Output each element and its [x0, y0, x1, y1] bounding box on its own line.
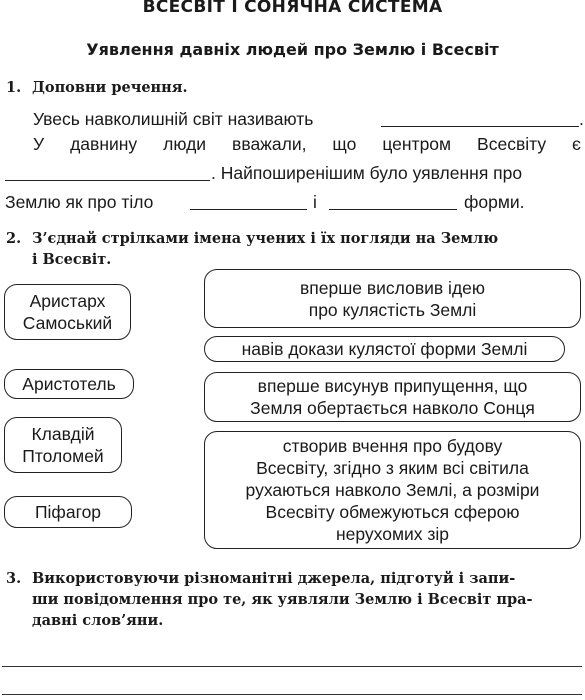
task1-sentence-4a: Землю як про тіло [5, 192, 154, 212]
task1-sentence-1-end: . [579, 109, 584, 129]
section-title: ВСЕСВІТ І СОНЯЧНА СИСТЕМА [142, 0, 443, 17]
task2-heading [6, 228, 582, 270]
task1-number: 1. [6, 79, 22, 96]
task3-number: 3. [6, 570, 22, 587]
view-line: про кулястість Землі [308, 299, 477, 320]
task2-heading-line2: і Всесвіт. [32, 251, 112, 268]
task1-heading-text: Доповни речення. [32, 79, 188, 96]
scientist-name-line: Аристарх [29, 291, 106, 311]
view-sphericity-idea-box[interactable] [204, 269, 581, 328]
task3-line2: ши повідомлення про те, як уявляли Землю і Всесвіт пра- [32, 591, 533, 608]
view-line: нерухомих зір [335, 524, 450, 544]
view-line: створив вчення про будову [282, 436, 503, 456]
task1-blank-2[interactable] [5, 180, 210, 181]
scientist-aristarchus-box[interactable] [4, 284, 131, 340]
scientist-aristotle-box[interactable] [4, 369, 134, 399]
task2-number: 2. [6, 230, 22, 247]
task1-sentence-4b: і [313, 192, 317, 212]
scientist-name-line: Клавдій [31, 424, 95, 444]
scientist-name: Піфагор [34, 502, 102, 522]
task1-blank-4[interactable] [329, 209, 457, 210]
view-geocentric-box[interactable] [204, 431, 581, 549]
view-line: Всесвіту обмежуються сферою [265, 502, 520, 522]
view-line: вперше висунув припущення, що [257, 376, 528, 396]
view-line: навів докази кулястої форми Землі [241, 339, 528, 359]
task1-blank-1[interactable] [381, 126, 579, 127]
answer-line-2[interactable] [2, 694, 582, 695]
lesson-subtitle: Уявлення давніх людей про Землю і Всесвіт [86, 40, 499, 59]
view-line: вперше висловив ідею [299, 277, 486, 298]
scientist-pythagoras-box[interactable] [4, 496, 132, 528]
scientist-name-line: Самоський [22, 313, 113, 333]
task2-heading-line1: З’єднай стрілками імена учених і їх погляди на Землю [32, 230, 499, 247]
task1-heading [6, 77, 188, 98]
scientist-name-line: Птоломей [22, 446, 104, 466]
task3-line1: Використовуючи різноманітні джерела, підготуй і запи- [32, 570, 516, 587]
answer-line-1[interactable] [2, 666, 582, 667]
task1-sentence-3: . Найпоширенішим було уявлення про [211, 163, 523, 183]
task1-blank-3[interactable] [190, 209, 307, 210]
scientist-name: Аристотель [22, 374, 116, 394]
task1-sentence-4c: форми. [464, 192, 525, 212]
view-line: Всесвіту, згідно з яким всі світила [256, 458, 529, 478]
scientist-ptolemy-box[interactable] [4, 417, 122, 473]
view-heliocentric-box[interactable] [204, 372, 581, 422]
task1-sentence-2: У давнину люди вважали, що центром Всесвіту є [33, 134, 581, 154]
task1-sentence-1: Увесь навколишній світ називають [33, 109, 314, 129]
view-line: рухаються навколо Землі, а розміри [245, 480, 540, 500]
task3-text [6, 568, 582, 631]
task3-line3: давні слов’яни. [32, 612, 164, 629]
view-line: Земля обертається навколо Сонця [250, 398, 535, 418]
view-sphericity-proof-box[interactable] [204, 336, 565, 362]
